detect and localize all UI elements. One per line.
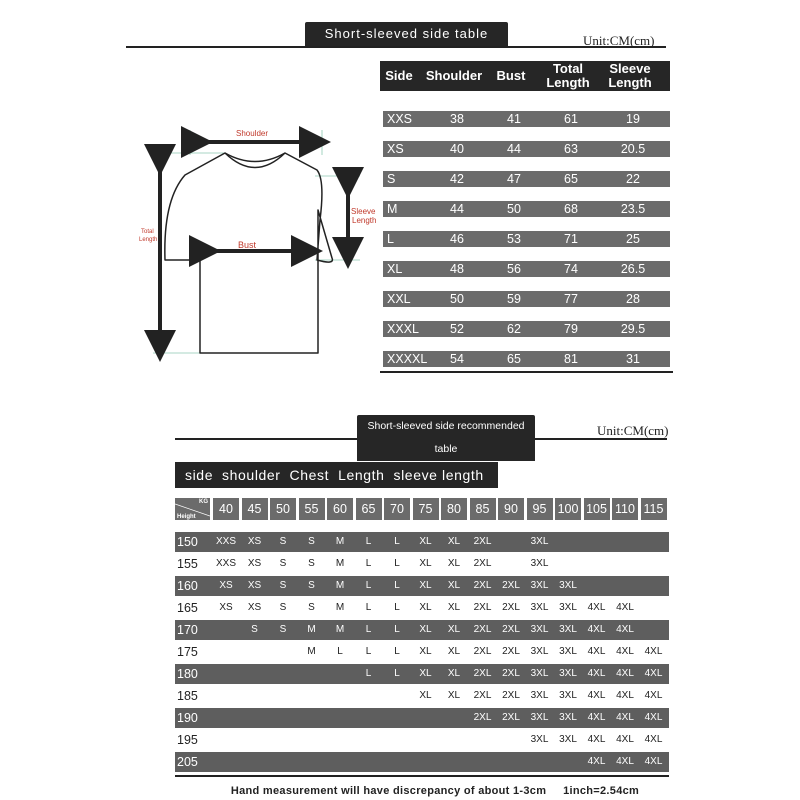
height-label: 185	[177, 689, 198, 703]
size-value: 63	[564, 142, 578, 156]
recommended-size: L	[394, 602, 400, 613]
size-label: M	[387, 202, 398, 216]
weight-cell: 65	[356, 498, 382, 520]
recommended-size: 4XL	[587, 624, 606, 635]
recommended-size: 3XL	[530, 668, 549, 679]
recommended-size: XL	[419, 536, 432, 547]
recommended-size: L	[365, 602, 372, 613]
recommend-row	[175, 664, 669, 684]
recommended-size: 3XL	[559, 624, 577, 635]
recommended-size: XL	[419, 646, 432, 657]
recommended-size: XS	[247, 580, 262, 591]
recommended-size: M	[335, 558, 345, 569]
recommended-size: 4XL	[616, 624, 634, 635]
recommended-size: S	[308, 580, 315, 591]
size-value: 29.5	[620, 322, 646, 336]
recommended-size: M	[307, 646, 316, 657]
recommended-size: XL	[419, 602, 432, 613]
recommended-size: 4XL	[644, 668, 663, 679]
recommended-size: M	[335, 580, 345, 591]
weight-cell: 110	[612, 498, 638, 520]
diagram-sleeve-label-1: Sleeve	[351, 207, 376, 216]
height-label: 195	[177, 733, 198, 747]
recommended-size: 2XL	[473, 536, 492, 547]
recommended-size: S	[279, 580, 287, 591]
recommended-size: L	[365, 580, 372, 591]
recommended-size: XL	[447, 602, 461, 613]
weight-cell: 45	[242, 498, 268, 520]
recommended-size: L	[394, 580, 400, 591]
recommended-size: 3XL	[530, 536, 549, 547]
size-label: XXXL	[387, 322, 419, 336]
section1-title: Short-sleeved side table	[305, 22, 508, 46]
recommended-size: XS	[247, 602, 262, 613]
size-table-bottom-rule	[380, 371, 673, 373]
recommended-size: S	[279, 536, 287, 547]
recommended-size: 4XL	[616, 712, 634, 723]
size-value: 50	[450, 292, 464, 306]
size-value: 53	[507, 232, 521, 246]
recommended-size: 4XL	[587, 602, 606, 613]
size-value: 56	[507, 262, 521, 276]
footer-rule	[175, 775, 669, 777]
weight-cell: 85	[470, 498, 496, 520]
size-value: 40	[450, 142, 464, 156]
recommended-size: XS	[247, 536, 262, 547]
recommended-size: XL	[447, 558, 461, 569]
recommended-size: 4XL	[644, 756, 663, 767]
recommend-row	[175, 686, 669, 706]
recommended-size: L	[365, 624, 372, 635]
col-sleeve-length: Sleeve Length	[608, 61, 652, 90]
size-label: XL	[387, 262, 403, 276]
recommended-size: XL	[419, 580, 432, 591]
recommend-table-header	[175, 462, 498, 488]
height-label: 180	[177, 667, 198, 681]
weight-cell: 100	[555, 498, 581, 520]
recommended-size: 3XL	[530, 646, 549, 657]
recommended-size: XL	[419, 558, 432, 569]
recommended-size: S	[308, 558, 315, 569]
size-value: 44	[507, 142, 521, 156]
col-side: Side	[385, 68, 413, 83]
size-row	[383, 231, 670, 247]
diagram-sleeve-label-2: Length	[352, 216, 377, 225]
size-value: 65	[507, 352, 521, 366]
size-value: 71	[564, 232, 578, 246]
recommended-size: 3XL	[559, 734, 577, 745]
recommended-size: 2XL	[502, 602, 520, 613]
recommended-size: M	[307, 624, 316, 635]
recommended-size: 4XL	[587, 756, 606, 767]
recommended-size: XL	[447, 580, 461, 591]
recommended-size: XL	[419, 690, 432, 701]
recommend-row	[175, 620, 669, 640]
size-value: 54	[450, 352, 464, 366]
size-value: 25	[626, 232, 640, 246]
recommended-size: 3XL	[559, 690, 577, 701]
recommended-size: XS	[219, 580, 233, 591]
size-value: 59	[507, 292, 521, 306]
diagram-shoulder-label: Shoulder	[236, 129, 269, 138]
diagram-total-label-1: Total	[141, 229, 154, 235]
size-value: 41	[507, 112, 521, 126]
recommended-size: 2XL	[502, 668, 520, 679]
recommend-row	[175, 642, 669, 662]
recommended-size: 2XL	[502, 580, 520, 591]
size-value: 46	[450, 232, 464, 246]
recommended-size: XL	[419, 668, 432, 679]
recommended-size: M	[335, 602, 345, 613]
recommended-size: 4XL	[644, 712, 663, 723]
recommended-size: 4XL	[616, 668, 634, 679]
size-label: XXXXL	[387, 352, 428, 366]
recommended-size: M	[335, 536, 345, 547]
height-label: 155	[177, 557, 198, 571]
recommended-size: XL	[447, 536, 461, 547]
recommended-size: 4XL	[616, 756, 634, 767]
weight-cell: 90	[498, 498, 524, 520]
recommend-row	[175, 598, 669, 618]
recommended-size: 2XL	[502, 646, 520, 657]
recommended-size: 3XL	[559, 712, 577, 723]
size-value: 61	[564, 112, 578, 126]
recommended-size: 4XL	[616, 602, 634, 613]
col-total-length: Total Length	[546, 61, 590, 90]
size-value: 42	[450, 172, 464, 186]
size-value: 22	[626, 172, 640, 186]
size-label: S	[387, 172, 396, 186]
recommended-size: 3XL	[530, 734, 549, 745]
recommended-size: 2XL	[473, 712, 492, 723]
recommended-size: L	[394, 536, 400, 547]
recommended-size: 3XL	[530, 712, 549, 723]
recommended-size: XS	[219, 602, 233, 613]
recommended-size: L	[394, 558, 400, 569]
size-value: 62	[507, 322, 521, 336]
recommended-size: 3XL	[530, 690, 549, 701]
col-bust: Bust	[496, 68, 526, 83]
recommended-size: 2XL	[473, 558, 492, 569]
size-row	[383, 141, 670, 157]
recommended-size: 2XL	[473, 602, 492, 613]
recommended-size: 3XL	[530, 580, 549, 591]
recommended-size: 4XL	[587, 734, 606, 745]
recommended-size: XL	[447, 646, 461, 657]
diagram-total-label-2: Length	[139, 237, 158, 243]
weight-cell: 105	[584, 498, 610, 520]
size-value: 19	[626, 112, 640, 126]
recommended-size: M	[335, 624, 345, 635]
recommended-size: XL	[447, 690, 461, 701]
recommend-row	[175, 730, 669, 750]
recommend-row	[175, 576, 669, 596]
recommended-size: 3XL	[559, 602, 577, 613]
height-label: 160	[177, 579, 198, 593]
recommended-size: 2XL	[473, 580, 492, 591]
recommended-size: L	[394, 624, 400, 635]
size-value: 23.5	[620, 202, 646, 216]
recommended-size: 4XL	[616, 646, 634, 657]
recommended-size: 4XL	[616, 734, 634, 745]
recommend-header-text: side shoulder Chest Length sleeve length	[185, 467, 484, 483]
recommended-size: 2XL	[473, 690, 492, 701]
recommended-size: XXS	[215, 558, 236, 569]
size-label: L	[387, 232, 394, 246]
recommended-size: S	[251, 624, 258, 635]
recommended-size: XXS	[215, 536, 236, 547]
height-label: 175	[177, 645, 198, 659]
recommended-size: 3XL	[559, 646, 577, 657]
section1-unit: Unit:CM(cm)	[583, 33, 655, 48]
diagram-bust-label: Bust	[238, 240, 257, 250]
size-value: 38	[450, 112, 464, 126]
recommended-size: 4XL	[587, 712, 606, 723]
recommended-size: 3XL	[530, 602, 549, 613]
height-label: 165	[177, 601, 198, 615]
recommended-size: S	[308, 536, 315, 547]
recommended-size: S	[279, 602, 287, 613]
size-row	[383, 171, 670, 187]
size-value: 48	[450, 262, 464, 276]
weight-cell: 80	[441, 498, 467, 520]
recommended-size: 4XL	[644, 734, 663, 745]
height-label: 205	[177, 755, 198, 769]
height-kg-corner	[175, 498, 210, 520]
height-label: 150	[177, 535, 198, 549]
weight-cell: 50	[270, 498, 296, 520]
size-row	[383, 111, 670, 127]
recommended-size: L	[365, 558, 372, 569]
recommended-size: XS	[247, 558, 262, 569]
recommended-size: 4XL	[587, 690, 606, 701]
size-label: XXL	[387, 292, 411, 306]
height-label: 190	[177, 711, 198, 725]
size-value: 47	[507, 172, 521, 186]
recommended-size: XL	[447, 668, 461, 679]
size-value: 79	[564, 322, 578, 336]
recommended-size: S	[279, 624, 287, 635]
size-value: 68	[564, 202, 578, 216]
recommended-size: L	[394, 646, 400, 657]
size-row	[383, 291, 670, 307]
size-value: 77	[564, 292, 578, 306]
recommended-size: 2XL	[502, 712, 520, 723]
size-value: 50	[507, 202, 521, 216]
size-value: 74	[564, 262, 578, 276]
recommended-size: 2XL	[502, 624, 520, 635]
size-value: 65	[564, 172, 578, 186]
weight-cell: 60	[327, 498, 353, 520]
weight-cell: 75	[413, 498, 439, 520]
recommended-size: 4XL	[587, 646, 606, 657]
size-value: 20.5	[620, 142, 646, 156]
recommended-size: L	[365, 536, 372, 547]
col-shoulder: Shoulder	[425, 68, 483, 83]
size-value: 26.5	[620, 262, 646, 276]
weight-cell: 95	[527, 498, 553, 520]
size-label: XS	[387, 142, 404, 156]
recommended-size: 2XL	[473, 646, 492, 657]
recommended-size: L	[365, 668, 372, 679]
recommended-size: S	[308, 602, 315, 613]
size-row	[383, 261, 670, 277]
weight-cell: 115	[641, 498, 667, 520]
size-row	[383, 321, 670, 337]
size-value: 81	[564, 352, 578, 366]
recommended-size: 3XL	[559, 580, 577, 591]
corner-height-label: Height	[177, 514, 196, 520]
section2-unit: Unit:CM(cm)	[597, 423, 669, 438]
recommended-size: 4XL	[644, 690, 663, 701]
size-row	[383, 201, 670, 217]
recommended-size: L	[365, 646, 372, 657]
weight-cell: 55	[299, 498, 325, 520]
recommended-size: 4XL	[644, 646, 663, 657]
recommended-size: 4XL	[587, 668, 606, 679]
recommend-row	[175, 554, 669, 574]
size-table-header	[380, 61, 670, 91]
height-label: 170	[177, 623, 198, 637]
recommended-size: S	[279, 558, 287, 569]
size-row	[383, 351, 670, 367]
weight-cell: 40	[213, 498, 239, 520]
size-value: 44	[450, 202, 464, 216]
size-value: 31	[626, 352, 640, 366]
recommended-size: 2XL	[502, 690, 520, 701]
recommended-size: 4XL	[616, 690, 634, 701]
section2-title: Short-sleeved side recommended table	[357, 415, 535, 461]
corner-kg-label: KG	[199, 499, 208, 505]
recommended-size: XL	[419, 624, 432, 635]
recommended-size: 3XL	[559, 668, 577, 679]
recommend-row	[175, 532, 669, 552]
recommend-row	[175, 708, 669, 728]
recommended-size: 3XL	[530, 558, 549, 569]
size-value: 28	[626, 292, 640, 306]
recommend-row	[175, 752, 669, 772]
recommended-size: XL	[447, 624, 461, 635]
size-label: XXS	[387, 112, 413, 126]
weight-cell: 70	[384, 498, 410, 520]
size-value: 52	[450, 322, 464, 336]
measurement-footnote: Hand measurement will have discrepancy of about 1-3cm 1inch=2.54cm	[230, 785, 640, 797]
recommended-size: L	[337, 646, 343, 657]
recommended-size: 3XL	[530, 624, 549, 635]
recommended-size: 2XL	[473, 668, 492, 679]
recommended-size: L	[394, 668, 400, 679]
recommended-size: 2XL	[473, 624, 492, 635]
